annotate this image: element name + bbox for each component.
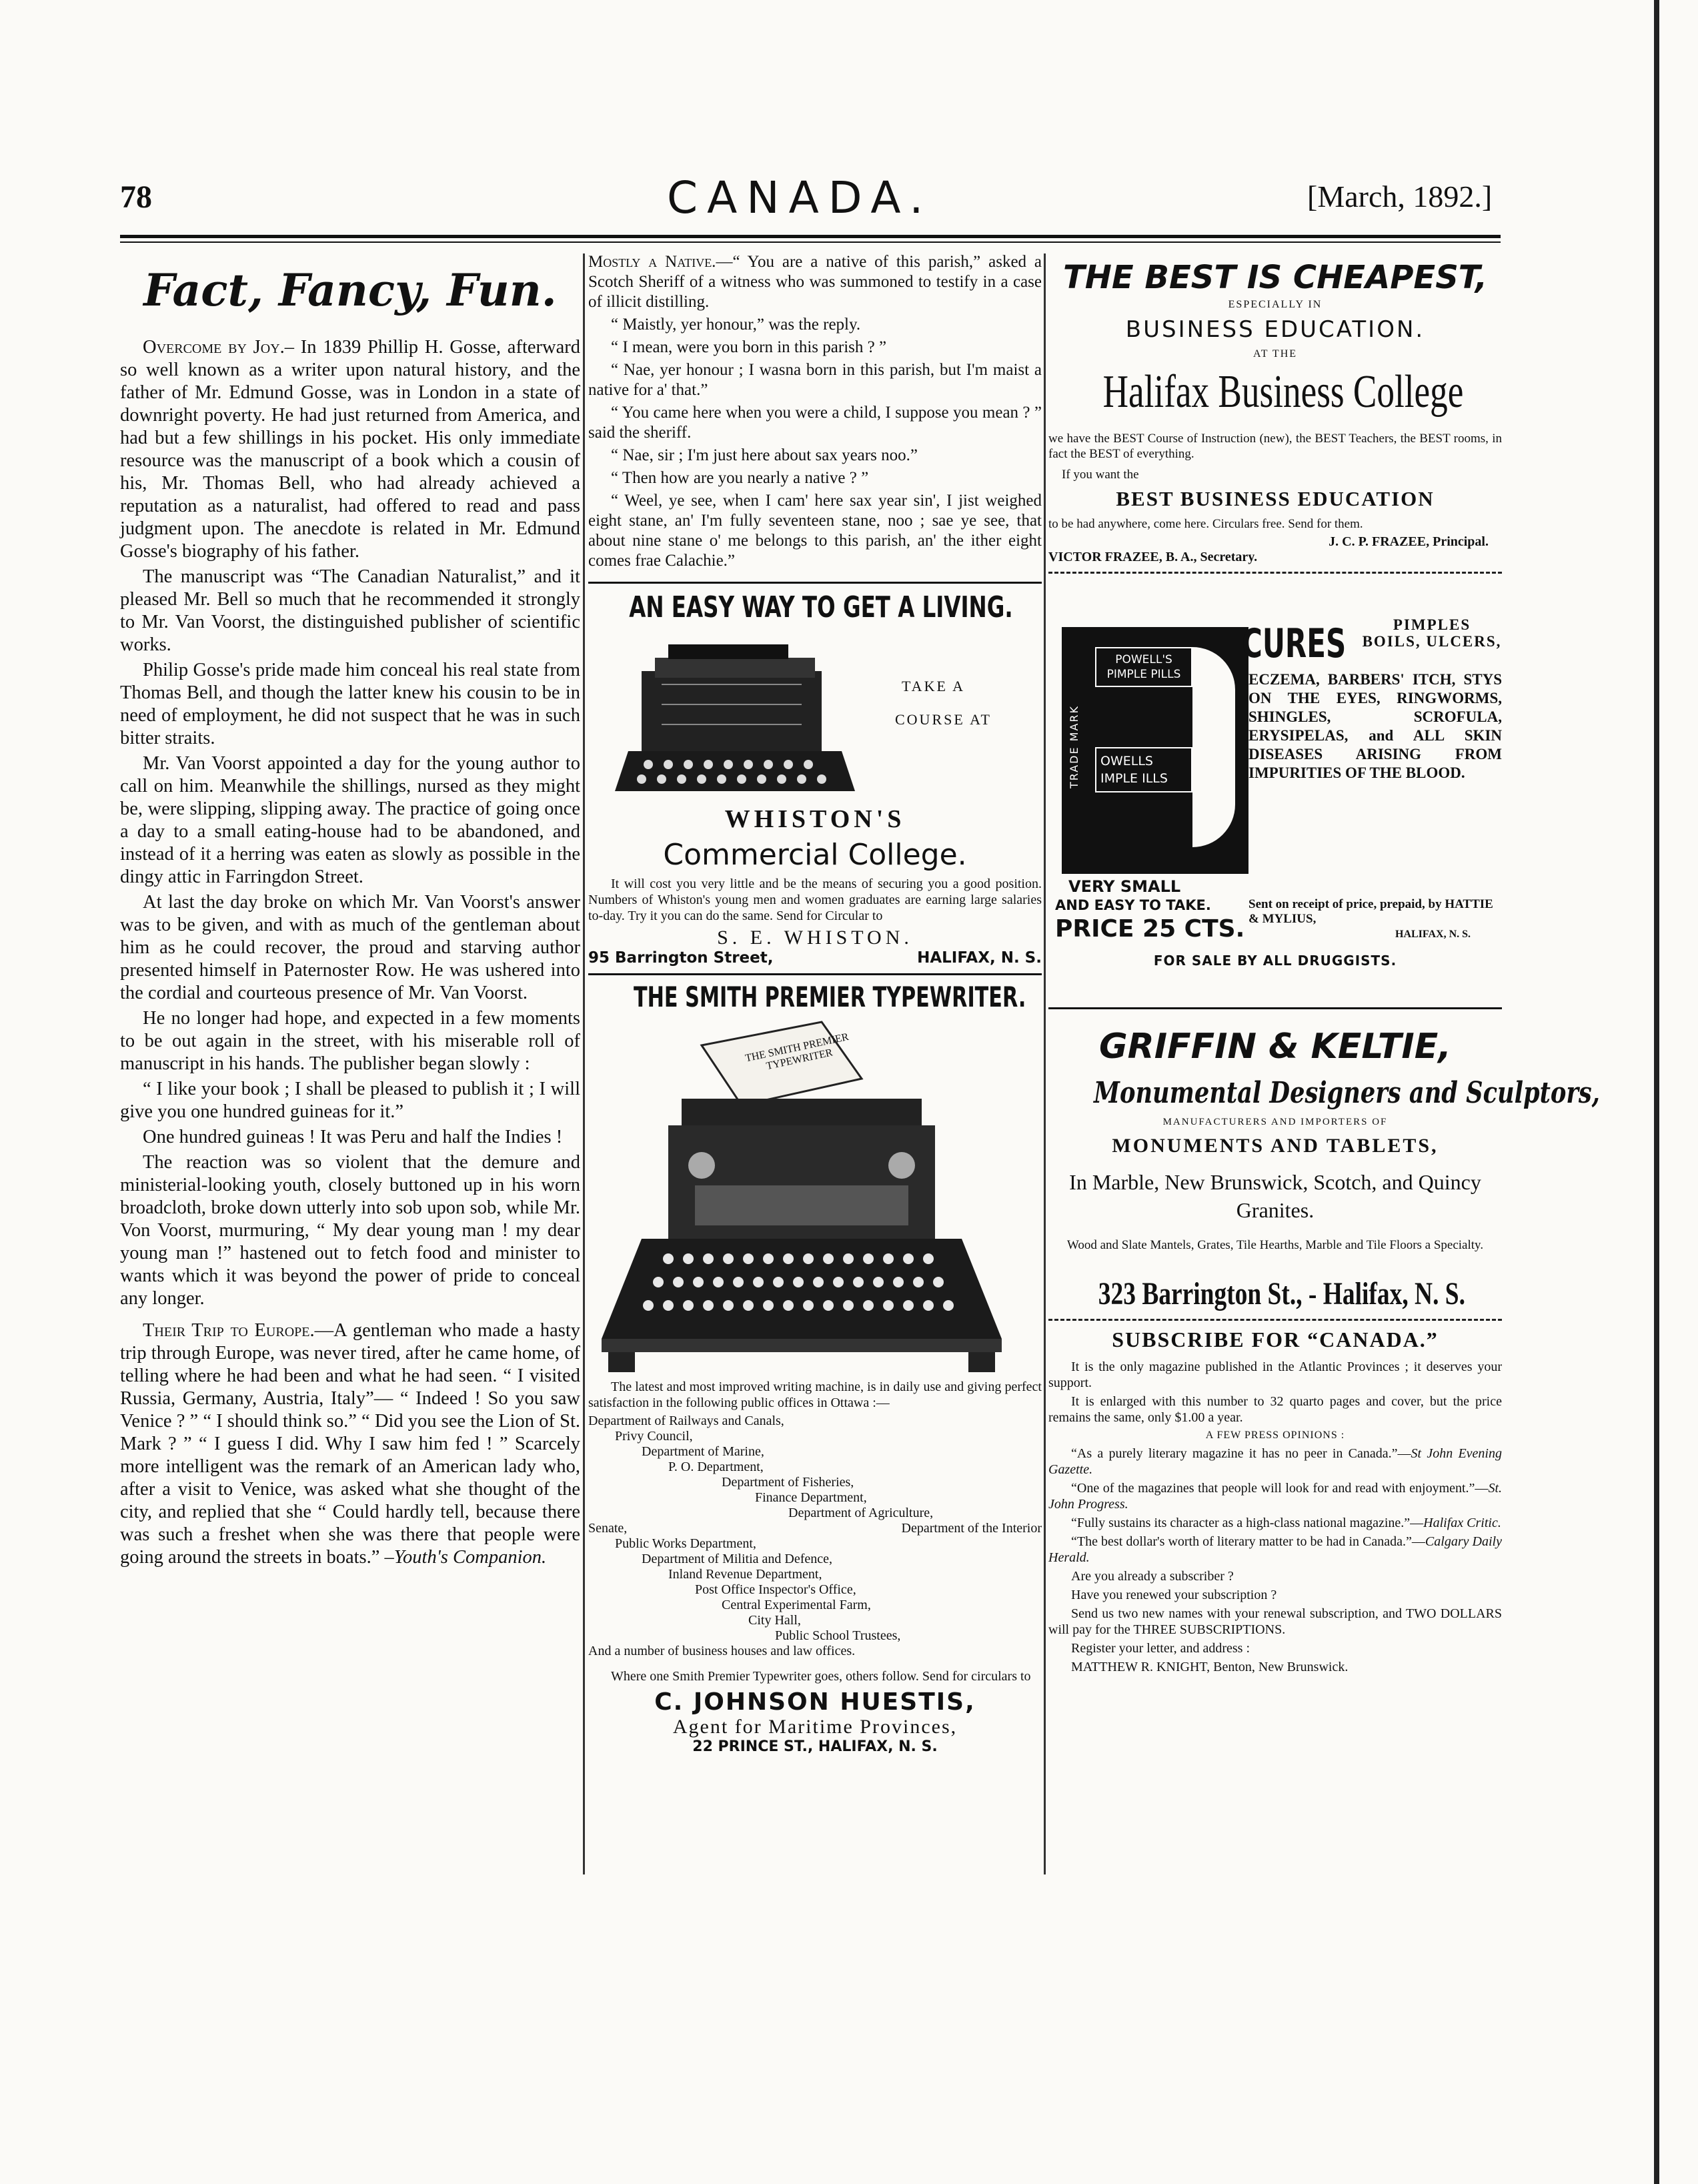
- whiston-address-line: [588, 949, 1042, 967]
- column-advertisements-center: [588, 252, 1042, 1755]
- quote-source: St John Evening Gazette.: [1048, 1446, 1502, 1477]
- bic-text: we have the BEST Course of Instruction (new), the BEST Teachers, the BEST rooms, in fact the BEST of everything.: [1048, 432, 1502, 461]
- lead-in: Overcome by Joy.: [143, 337, 285, 358]
- article-paragraph: The manuscript was “The Canadian Naturalist,” and it pleased Mr. Bell so much that he recommended it strongly to Mr. Van Voorst, the distinguished publisher of scientific works.: [120, 566, 580, 655]
- column-advertisements-right: [1048, 252, 1600, 1678]
- smith-banner: THE SMITH PREMIER TYPEWRITER.: [634, 981, 1026, 1013]
- gk-address: 323 Barrington St., - Halifax, N. S.: [1098, 1276, 1465, 1311]
- subscribe-text: Send us two new names with your renewal subscription, and TWO DOLLARS will pay for the THREE SUBSCRIPTIONS.: [1048, 1606, 1502, 1637]
- huestis-name: C. JOHNSON HUESTIS,: [654, 1688, 976, 1716]
- quote-text: “One of the magazines that people will look for and read with enjoyment.”—: [1071, 1481, 1489, 1496]
- typewriter-illustration: [602, 631, 868, 798]
- quote-text: “As a purely literary magazine it has no peer in Canada.”—: [1071, 1446, 1411, 1461]
- office-item: P. O. Department,: [668, 1460, 764, 1474]
- header-rule-bottom: [120, 241, 1501, 243]
- bic-best: BEST BUSINESS EDUCATION: [1116, 487, 1435, 510]
- press-quote: [1048, 1480, 1502, 1512]
- office-item: Department of the Interior: [901, 1521, 1042, 1536]
- whiston-person: S. E. WHISTON.: [717, 927, 913, 949]
- lead-in: Mostly a Native.: [588, 253, 716, 271]
- gk-manuf: MANUFACTURERS AND IMPORTERS OF: [1162, 1117, 1388, 1127]
- paper-caption: THE SMITH PREMIER TYPEWRITER: [744, 1031, 850, 1073]
- press-quote: [1048, 1534, 1502, 1566]
- huestis-address: 22 PRINCE ST., HALIFAX, N. S.: [692, 1738, 938, 1755]
- whiston-text: It will cost you very little and be the means of securing you a good position. Numbers of Whiston's young men and women graduates are earning large salaries to-day. Try it you can do the same. Send for Circular to: [588, 877, 1042, 923]
- article-paragraph: Philip Gosse's pride made him conceal his real state from Thomas Bell, and though the latter knew his cousin to be in need of employment, he did not suspect that he was in such bitter straits.: [120, 660, 580, 748]
- pill-list-head: PIMPLES BOILS, ULCERS,: [1362, 616, 1502, 650]
- bic-college: Halifax Business College: [1102, 366, 1464, 418]
- divider: [1048, 1319, 1502, 1321]
- subscribe-text: It is the only magazine published in the Atlantic Provinces ; it deserves your support.: [1048, 1359, 1502, 1390]
- gk-monuments: MONUMENTS AND TABLETS,: [1112, 1135, 1439, 1157]
- subscribe-text: It is enlarged with this number to 32 quarto pages and cover, but the price remains the same, only $1.00 a year.: [1048, 1394, 1502, 1425]
- gk-granites: In Marble, New Brunswick, Scotch, and Quincy Granites.: [1069, 1170, 1481, 1222]
- gk-trade: Monumental Designers and Sculptors,: [1094, 1076, 1600, 1110]
- bic-at: AT THE: [1252, 348, 1298, 360]
- subscriber-address: MATTHEW R. KNIGHT, Benton, New Brunswick.: [1071, 1660, 1349, 1674]
- press-opinions-heading: A FEW PRESS OPINIONS :: [1205, 1430, 1345, 1441]
- office-item: And a number of business houses and law offices.: [588, 1644, 856, 1658]
- bic-secretary: VICTOR FRAZEE, B. A., Secretary.: [1048, 550, 1258, 564]
- column-rule-1: [583, 253, 585, 1874]
- pill-price: PRICE 25 CTS.: [1055, 915, 1245, 943]
- article-paragraph: “ Nae, sir ; I'm just here about sax years noo.”: [611, 446, 918, 464]
- article-paragraph: [588, 252, 1042, 312]
- bic-especially: ESPECIALLY IN: [1228, 299, 1323, 310]
- trade-mark: TRADE MARK: [1068, 704, 1081, 789]
- article-paragraph: Mr. Van Voorst appointed a day for the young author to call on him. Meanwhile the shillings, nursed as they might be, were slipping, slipping away. The practice of going once a day to a small eating-house had to be abandoned, and instead of it a herring was eaten as slowly as possible in the dingy attic in Farringdon Street.: [120, 753, 580, 887]
- article-paragraph: “ Nae, yer honour ; I wasna born in this parish, but I'm maist a native for a' that.”: [588, 361, 1042, 399]
- quote-source: Calgary Daily Herald.: [1048, 1534, 1502, 1565]
- right-edge-rule: [1654, 0, 1659, 2184]
- masthead: CANADA.: [667, 172, 933, 223]
- lead-in: Their Trip to Europe.: [143, 1320, 315, 1341]
- office-item: Public Works Department,: [615, 1536, 756, 1551]
- whiston-banner: AN EASY WAY TO GET A LIVING.: [629, 590, 1013, 624]
- office-item: Finance Department,: [755, 1490, 867, 1505]
- pill-city: HALIFAX, N. S.: [1395, 929, 1471, 940]
- pill-sale: FOR SALE BY ALL DRUGGISTS.: [1153, 953, 1397, 969]
- pill-small: VERY SMALL: [1068, 877, 1181, 896]
- smith-where: Where one Smith Premier Typewriter goes, others follow. Send for circulars to: [611, 1669, 1031, 1684]
- huestis-agent: Agent for Maritime Provinces,: [672, 1716, 958, 1738]
- whiston-take: TAKE A: [902, 678, 966, 694]
- subscribe-text: Have you renewed your subscription ?: [1071, 1588, 1277, 1602]
- smith-ad-art: [588, 1019, 1042, 1379]
- typewriter-illustration: [602, 1019, 1015, 1379]
- office-item: Department of Militia and Defence,: [642, 1552, 832, 1566]
- subscribe-heading: SUBSCRIBE FOR “CANADA.”: [1112, 1327, 1439, 1351]
- pill-box-label: POWELL'S PIMPLE PILLS: [1095, 647, 1192, 687]
- bic-headline: THE BEST IS CHEAPEST,: [1062, 259, 1488, 296]
- whiston-name: WHISTON'S: [724, 805, 906, 833]
- bic-principal: J. C. P. FRAZEE, Principal.: [1329, 534, 1489, 549]
- article-paragraph: “ Maistly, yer honour,” was the reply.: [611, 316, 861, 334]
- whiston-ad-art: [588, 631, 1042, 798]
- office-item: Public School Trustees,: [775, 1628, 901, 1643]
- article-paragraph: [120, 336, 580, 563]
- subscribe-text: Are you already a subscriber ?: [1071, 1569, 1234, 1584]
- office-row: [588, 1521, 1042, 1536]
- office-item: City Hall,: [748, 1613, 801, 1628]
- office-item: Department of Agriculture,: [788, 1506, 934, 1520]
- article-paragraph: At last the day broke on which Mr. Van Voorst's answer was to be given, and with as much of the gentleman about him as he could recover, the proud and starving author presented himself in Paternoster Row. He was ushered into the cordial and courteous presence of Mr. Van Voorst.: [120, 892, 580, 1003]
- article-paragraph: He no longer had hope, and expected in a few moments to be out again in the street, with his miserable roll of manuscript in his hands. The publisher began slowly :: [120, 1008, 580, 1074]
- office-item: Central Experimental Farm,: [722, 1598, 871, 1612]
- header-rule-top: [120, 235, 1501, 238]
- press-quote: [1048, 1446, 1502, 1478]
- quote-text: “Fully sustains its character as a high-class national magazine.”—: [1071, 1516, 1424, 1530]
- whiston-address: 95 Barrington Street,: [588, 949, 774, 967]
- column-rule-2: [1044, 253, 1046, 1874]
- article-paragraph: The reaction was so violent that the demure and ministerial-looking youth, closely buttoned up in his worn broadcloth, broke down utterly into sob upon sob, while Mr. Von Voorst, murmuring, “ My dear young man ! my dear young man !” hastened out to fetch food and minister to wants which it was beyond the power of pride to conceal any longer.: [120, 1152, 580, 1309]
- pill-box-logo: [1062, 627, 1248, 874]
- quote-text: “The best dollar's worth of literary matter to be had in Canada.”—: [1071, 1534, 1425, 1549]
- bic-business: BUSINESS EDUCATION.: [1125, 316, 1425, 343]
- paragraph-text: —A gentleman who made a hasty trip through Europe, was never tired, after he came home, of telling where he had been and what he had seen. “ I visited Russia, Germany, Austria, Italy”— “ Indeed ! So you saw Venice ? ” “ I should think so.” “ Did you see the Lion of St. Mark ? ” “ I guess I did. Why I saw him fed ! ” Scarcely more intelligent was the remark of an American lady who, after a visit to Venice, was asked what she thought of the city, and replied that she “ Could hardly tell, because there was such a freshet when she was there that people were going around the streets in boats.” –: [120, 1320, 580, 1568]
- article-paragraph: “ I mean, were you born in this parish ? ”: [611, 338, 887, 356]
- whiston-college: Commercial College.: [663, 838, 967, 872]
- whiston-city: HALIFAX, N. S.: [917, 949, 1042, 967]
- pill-sent: Sent on receipt of price, prepaid, by HATTIE & MYLIUS,: [1248, 897, 1493, 926]
- office-item: Inland Revenue Department,: [668, 1567, 822, 1582]
- offices-list: [588, 1414, 1042, 1659]
- gk-wood: Wood and Slate Mantels, Grates, Tile Hearths, Marble and Tile Floors a Specialty.: [1066, 1238, 1484, 1252]
- article-paragraph: [120, 1319, 580, 1569]
- pill-logo-letter: [1192, 647, 1235, 847]
- pills-ad: [1048, 616, 1502, 974]
- article-paragraph: “ You came here when you were a child, I suppose you mean ? ” said the sheriff.: [588, 404, 1042, 442]
- pill-list: ECZEMA, BARBERS' ITCH, STYS ON THE EYES, RINGWORMS, SHINGLES, SCROFULA, ERYSIPELAS, and ALL SKIN DISEASES ARISING FROM IMPURITIES OF THE BLOOD.: [1248, 671, 1502, 781]
- pill-easy: AND EASY TO TAKE.: [1055, 897, 1211, 913]
- gk-name: GRIFFIN & KELTIE,: [1099, 1027, 1451, 1067]
- divider: [1048, 572, 1502, 574]
- pill-cures: CURES: [1242, 620, 1347, 667]
- article-paragraph: One hundred guineas ! It was Peru and half the Indies !: [143, 1127, 563, 1147]
- section-title: Fact, Fancy, Fun.: [143, 264, 557, 316]
- smith-intro: The latest and most improved writing machine, is in daily use and giving perfect satisfaction in the following public offices in Ottawa :—: [588, 1380, 1042, 1410]
- office-item: Post Office Inspector's Office,: [695, 1582, 856, 1597]
- paragraph-text: —“ You are a native of this parish,” asked a Scotch Sheriff of a witness who was summoned to testify in a case of illicit distilling.: [588, 253, 1042, 311]
- pill-box-label: OWELLS IMPLE ILLS: [1095, 747, 1192, 792]
- press-quote: [1048, 1515, 1502, 1531]
- page-number: 78: [120, 179, 152, 215]
- bic-tobe: to be had anywhere, come here. Circulars free. Send for them.: [1048, 517, 1363, 531]
- office-item: Department of Railways and Canals,: [588, 1414, 784, 1428]
- article-paragraph: “ Then how are you nearly a native ? ”: [611, 469, 869, 487]
- office-item: Department of Marine,: [642, 1444, 764, 1459]
- column-fact-fancy-fun: [120, 252, 580, 1572]
- article-paragraph: “ I like your book ; I shall be pleased to publish it ; I will give you one hundred guineas for it.”: [120, 1079, 580, 1122]
- office-item: Department of Fisheries,: [722, 1475, 854, 1490]
- quote-source: St. John Progress.: [1048, 1481, 1502, 1512]
- office-item: Senate,: [588, 1521, 628, 1536]
- quote-source: Halifax Critic.: [1423, 1516, 1501, 1530]
- bic-ifyou: If you want the: [1062, 468, 1139, 482]
- source-credit: Youth's Companion.: [393, 1547, 547, 1568]
- whiston-course: COURSE AT: [895, 711, 992, 728]
- office-item: Privy Council,: [615, 1429, 693, 1444]
- article-paragraph: “ Weel, ye see, when I cam' here sax year sin', I jist weighed eight stane, an' I'm fully seventeen stane, noo ; sae ye see, that about nine stane o' me belongs to this parish, an' the ither eight comes frae Calachie.”: [588, 492, 1042, 570]
- issue-date: [March, 1892.]: [1307, 179, 1493, 213]
- subscribe-text: Register your letter, and address :: [1071, 1641, 1250, 1656]
- paragraph-text: – In 1839 Phillip H. Gosse, afterward so well known as a writer upon natural history, and the father of Mr. Edmund Gosse, was in London in a state of downright poverty. He had just returned from America, and had but a few shillings in his pocket. His only immediate resource was the manuscript of a book which a cousin of his, Mr. Thomas Bell, who had already achieved a reputation as a naturalist, had offered to read and pass judgment upon. The anecdote is related in Mr. Edmund Gosse's biography of his father.: [120, 337, 580, 562]
